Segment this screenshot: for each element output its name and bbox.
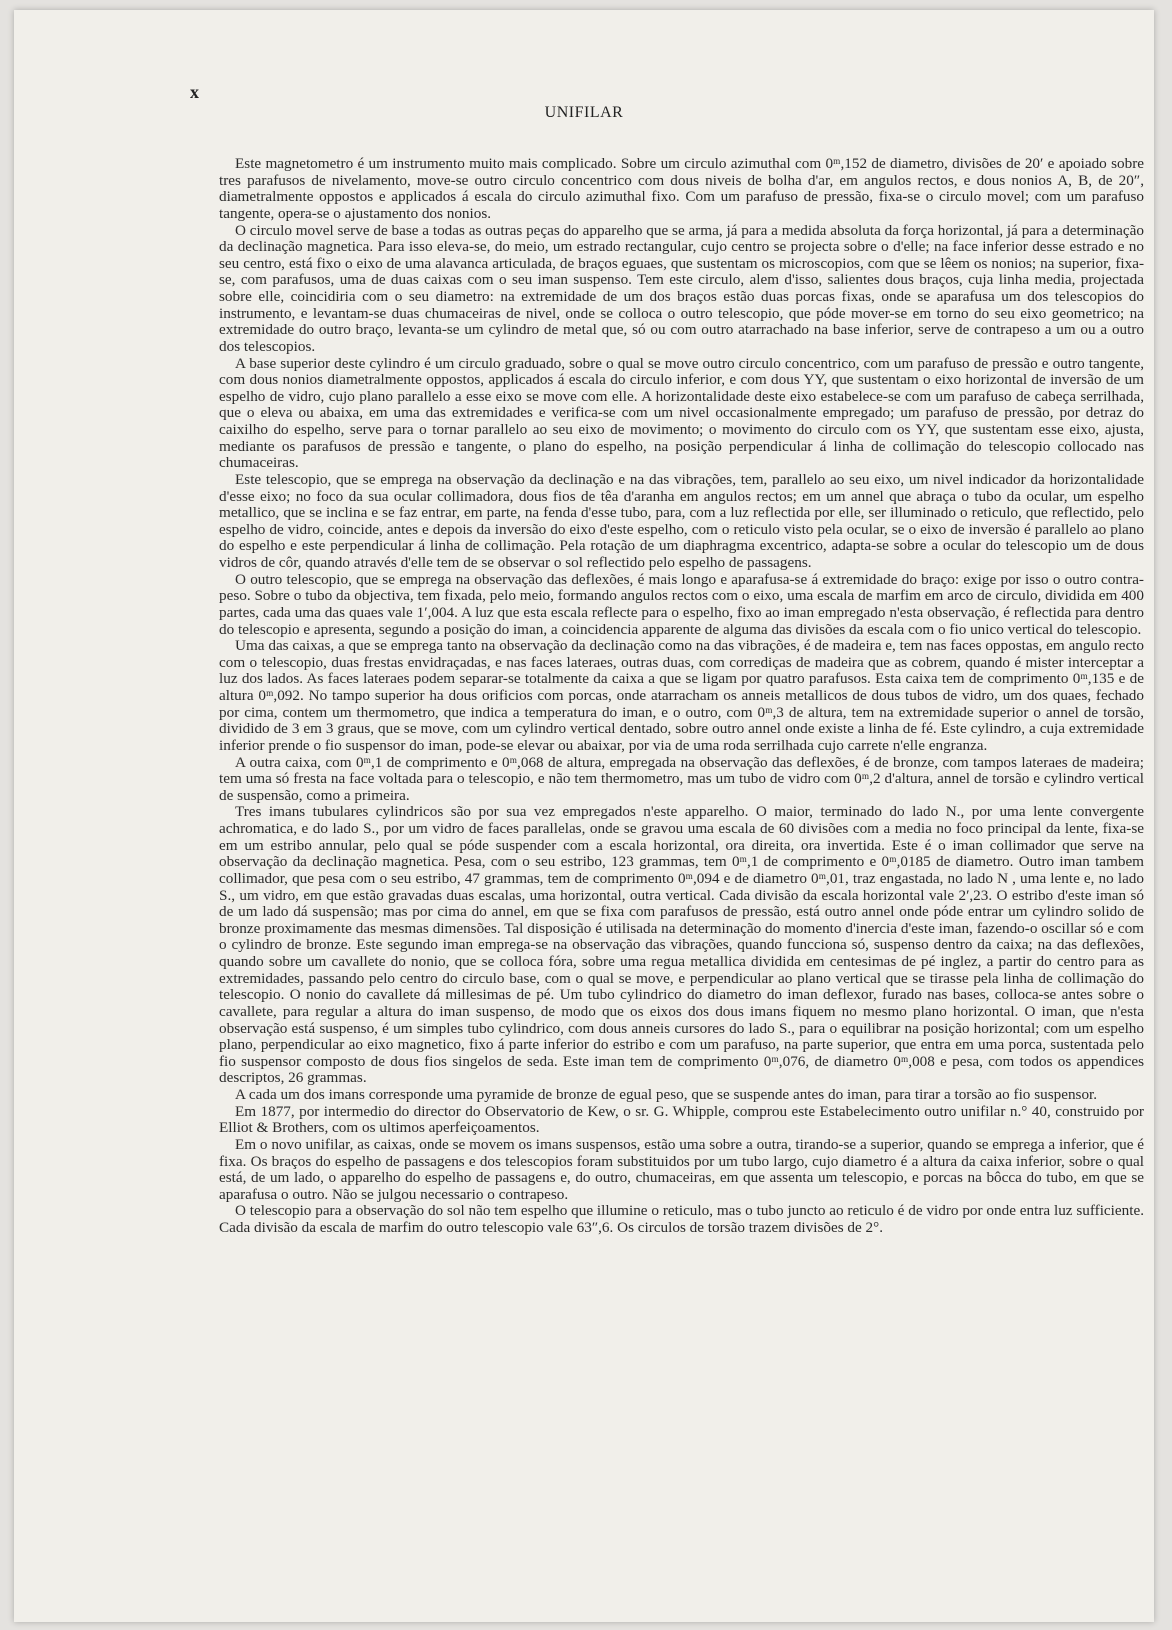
paragraph: O outro telescopio, que se empregа na observação das deflexões, é mais longo e aparafusa-se á extremidade do braço: exige por isso o outro contra-peso. Sobre o tubo da objectiva, tem fixada, pelo meio, formando angulos rectos com o eixo, uma escala de marfim em arco de circulo, dividida em 400 partes, cada uma das quaes vale 1′,004. A luz que esta escala reflecte para o espelho, fixo ao iman empregado n'esta observação, é reflectida para dentro do telescopio e apresenta, segundo a posição do iman, a coincidencia apparente de alguma das divisões da escala com o fio unico vertical do telescopio. bbox=[219, 570, 1144, 638]
paragraph: Tres imans tubulares cylindricos são por sua vez empregados n'este apparelho. O maior, terminado do lado N., por uma lente convergente achromatica, e do lado S., por um vidro de faces parallelas, onde se gravou uma escala de 60 divisões com a media no foco principal da lente, fixa-se em um estribo annular, pelo qual se póde suspender com a escala horizontal, ora direita, ora invertida. Este é o iman collimador que serve na observação da declinação magnetica. Pesa, com o seu estribo, 123 grammas, tem 0ᵐ,1 de comprimento e 0ᵐ,0185 de diametro. Outro iman tambem collimador, que pesa com o seu estribo, 47 grammas, tem de comprimento 0ᵐ,094 e de diametro 0ᵐ,01, traz engastada, no lado N , uma lente e, no lado S., um vidro, em que estão gravadas duas escalas, uma horizontal, outra vertical. Cada divisão da escala horizontal vale 2′,23. O estribo d'este iman só de um lado dá suspensão; mas por cima do annel, em que se fixa com parafusos de pressão, está outro annel onde póde entrar um cylindro solido de bronze proximamente das mesmas dimensões. Tal disposição é utilisada na determinação do momento d'inercia d'este iman, fazendo-o oscillar só e com o cylindro de bronze. Este segundo iman emprega-se na observação das vibrações, quando funcciona só, suspenso dentro da caixa; na das deflexões, quando sobre um cavallete do nonio, que se colloca fóra, sobre uma regua metallica dividida em centesimas de pé inglez, a partir do centro para as extremidades, passando pelo centro do circulo base, com o qual se move, e perpendicular ao plano vertical que se tirasse pela linha de collimação do telescopio. O nonio do cavallete dá millesimas de pé. Um tubo cylindrico do diametro do iman deflexor, furado nas bases, colloca-se antes sobre o cavallete, para regular a altura do iman suspenso, de modo que os eixos dos dous imans fiquem no mesmo plano horizontal. O iman, que n'esta observação está suspenso, é um simples tubo cylindrico, com dous anneis cursores do lado S., para o equilibrar na posição horizontal; com um espelho plano, perpendicular ao eixo magnetico, fixo á parte inferior do estribo e com um parafuso, na parte superior, que entra em uma porca, sustentada pelo fio suspensor composto de dous fios singelos de seda. Este iman tem de comprimento 0ᵐ,076, de diametro 0ᵐ,008 e pesa, com todos os appendices descriptos, 26 grammas. bbox=[219, 803, 1144, 1087]
paragraph: Este magnetometro é um instrumento muito mais complicado. Sobre um circulo azimuthal com 0ᵐ,152 de diametro, divisões de 20′ e apoiado sobre tres parafusos de nivelamento, move-se outro circulo concentrico com dous niveis de bolha d'ar, em angulos rectos, e dous nonios A, B, de 20″, diametralmente oppostos e applicados á escala do circulo azimuthal fixo. Com um parafuso de pressão, fixa-se o circulo movel; com um parafuso tangente, opera-se o ajustamento dos nonios. bbox=[219, 155, 1144, 222]
paragraph: O circulo movel serve de base a todas as outras peças do apparelho que se arma, já para a medida absoluta da força horizontal, já para a determinação da declinação magnetica. Para isso eleva-se, do meio, um estrado rectangular, cujo centro se projecta sobre o d'elle; na face inferior desse estrado e no seu centro, está fixo o eixo de uma alavanca articulada, de braços eguaes, que sustentam os microscopios, com que se lêem os nonios; na superior, fixa-se, com parafusos, uma de duas caixas com o seu iman suspenso. Tem este circulo, alem d'isso, salientes dous braços, cuja linha media, projectada sobre elle, coincidiria com o seu diametro: na extremidade de um dos braços estão duas porcas fixas, onde se aparafusa um dos telescopios do instrumento, e levantam-se duas chumaceiras de nivel, onde se colloca o outro telescopio, que póde mover-se em torno do seu eixo geometrico; na extremidade do outro braço, levanta-se um cylindro de metal que, só ou com outro atarrachado na base inferior, serve de contrapeso a um ou a outro dos telescopios. bbox=[219, 221, 1144, 355]
document-page bbox=[14, 10, 1154, 1622]
paragraph: Este telescopio, que se emprega na observação da declinação e na das vibrações, tem, parallelo ao seu eixo, um nivel indicador da horizontalidade d'esse eixo; no foco da sua ocular collimadora, dous fios de têa d'aranha em angulos rectos; em um annel que abraça o tubo da ocular, um espelho metallico, que se inclina e se faz entrar, em parte, na fenda d'esse tubo, para, com a luz reflectida por elle, ser illuminado o reticulo, que reflectido, pelo espelho de vidro, coincide, antes e depois da inversão do eixo d'este espelho, com o reticulo visto pela ocular, se o eixo de inversão é parallelo ao plano do espelho e este perpendicular á linha de collimação. Pela rotação de um diaphragma excentrico, adapta-se sobre a ocular do telescopio um de dous vidros de côr, quando através d'elle tem de se observar o sol reflectido pelo espelho de passagens. bbox=[219, 470, 1144, 571]
running-header: UNIFILAR bbox=[544, 104, 624, 121]
paragraph: A base superior deste cylindro é um circulo graduado, sobre o qual se move outro circulo concentrico, com um parafuso de pressão e outro tangente, com dous nonios diametralmente oppostos, applicados á escala do circulo inferior, e com dous YY, que sustentam o eixo horizontal de inversão de um espelho de vidro, cujo plano parallelo a esse eixo se move com elle. A horizontalidade deste eixo estabelece-se com um parafuso de cabeça serrilhada, que o eleva ou abaixa, em uma das extremidades e verifica-se com um nivel occasionalmente empregado; um parafuso de pressão, por detraz do caixilho do espelho, serve para o tornar parallelo ao seu eixo de movimento; o movimento do circulo com os YY, que sustentam esse eixo, ajusta, mediante os parafusos de pressão e tangente, o plano do espelho, na posição perpendicular á linha de collimação do telescopio collocado nas chumaceiras. bbox=[219, 354, 1144, 472]
page-number: x bbox=[190, 82, 199, 102]
paragraph: Em o novo unifilar, as caixas, onde se movem os imans suspensos, estão uma sobre a outra, tirando-se a superior, quando se emprega a inferior, que é fixa. Os braços do espelho de passagens e dos telescopios foram substituidos por um tubo largo, cujo diametro é a altura da caixa inferior, sobre o qual está, de um lado, o apparelho do espelho de passagens e, do outro, chumaceiras, em que assenta um telescopio, e porcas na bôcca do tubo, em que se aparafusa o outro. Não se julgou necessario o contrapeso. bbox=[219, 1135, 1144, 1203]
body-text bbox=[219, 156, 1144, 1237]
paragraph: Uma das caixas, a que se emprega tanto na observação da declinação como na das vibrações, é de madeira e, tem nas faces oppostas, em angulo recto com o telescopio, duas frestas envidraçadas, e nas faces lateraes, outras duas, com corrediças de madeira que as cobrem, quando é mister interceptar a luz dos lados. As faces lateraes podem separar-se totalmente da caixa a que se ligam por quatro parafusos. Esta caixa tem de comprimento 0ᵐ,135 e de altura 0ᵐ,092. No tampo superior ha dous orificios com porcas, onde atarracham os anneis metallicos de dous tubos de vidro, um dos quaes, fechado por cima, contem um thermometro, que indica a temperatura do iman, e o outro, com 0ᵐ,3 de altura, tem na extremidade superior o annel de torsão, dividido de 3 em 3 graus, que se move, com um cylindro vertical dentado, sobre outro annel onde existe a linha de fé. Este cylindro, a cuja extremidade inferior prende o fio suspensor do iman, pode-se elevar ou abaixar, por via de uma roda serrilhada cujo carrete n'elle engranza. bbox=[219, 637, 1144, 754]
paragraph: A outra caixa, com 0ᵐ,1 de comprimento e 0ᵐ,068 de altura, empregada na observação das deflexões, é de bronze, com tampos lateraes de madeira; tem uma só fresta na face voltada para o telescopio, e não tem thermometro, mas um tubo de vidro com 0ᵐ,2 d'altura, annel de torsão e cylindro vertical de suspensão, como a primeira. bbox=[219, 753, 1144, 804]
paragraph: O telescopio para a observação do sol não tem espelho que illumine o reticulo, mas o tubo juncto ao reticulo é de vidro por onde entra luz sufficiente. Cada divisão da escala de marfim do outro telescopio vale 63″,6. Os circulos de torsão trazem divisões de 2°. bbox=[219, 1202, 1144, 1236]
paragraph: A cada um dos imans corresponde uma pyramide de bronze de egual peso, que se suspende antes do iman, para tirar a torsão ao fio suspensor. bbox=[235, 1086, 1098, 1103]
paragraph: Em 1877, por intermedio do director do Observatorio de Kew, o sr. G. Whipple, comprou este Estabelecimento outro unifilar n.° 40, construido por Elliot & Brothers, com os ultimos aperfeiçoamentos. bbox=[219, 1102, 1144, 1137]
